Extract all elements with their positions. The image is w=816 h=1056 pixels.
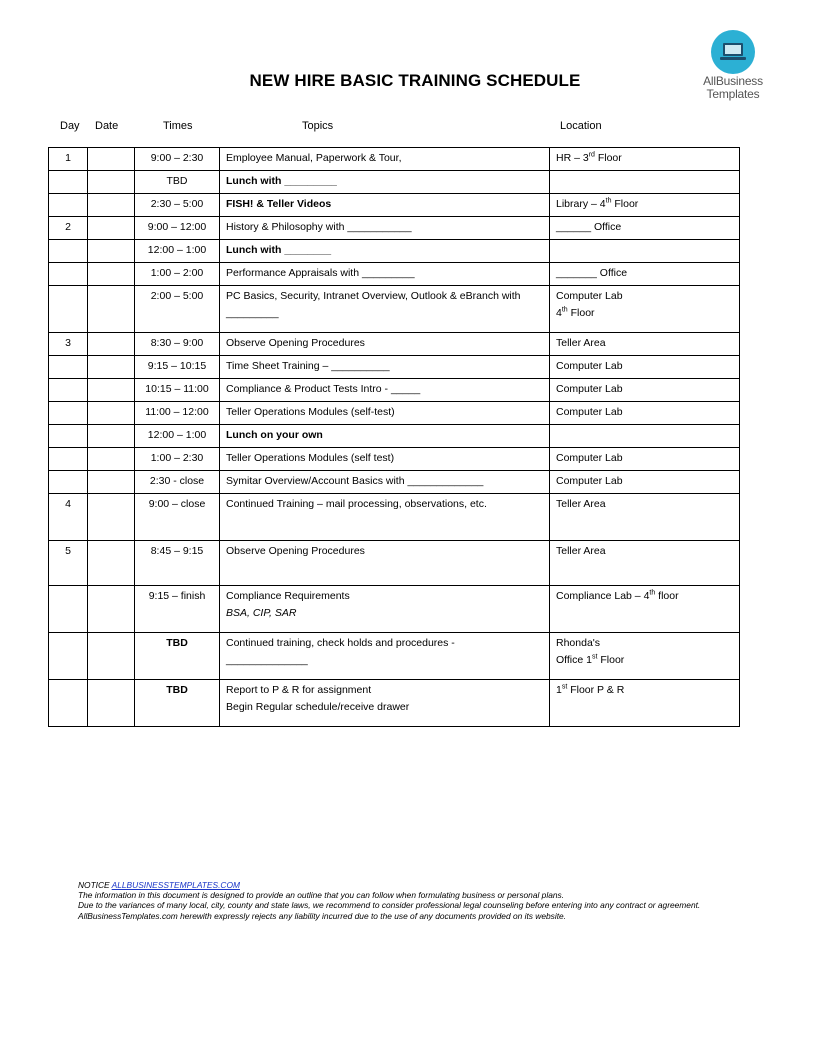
topic-value-line2: _________ (226, 307, 279, 319)
location-value: Computer Lab (556, 383, 623, 395)
day-cell (49, 286, 88, 333)
topic-cell (220, 286, 550, 333)
time-value: 1:00 – 2:30 (150, 452, 204, 464)
time-value: 10:15 – 11:00 (145, 383, 209, 395)
time-value: 1:00 – 2:00 (150, 267, 204, 279)
table-row (49, 448, 740, 471)
location-value: Library – 4th Floor (556, 197, 639, 210)
time-cell (135, 586, 220, 633)
time-cell (135, 217, 220, 240)
table-row (49, 286, 740, 333)
location-cell (550, 680, 740, 727)
date-cell (88, 586, 135, 633)
topic-cell (220, 171, 550, 194)
date-cell (88, 240, 135, 263)
location-cell (550, 541, 740, 586)
time-value: 8:30 – 9:00 (150, 337, 204, 349)
topic-value: Time Sheet Training – __________ (226, 360, 390, 372)
topic-value: Observe Opening Procedures (226, 337, 365, 349)
header-day: Day (60, 120, 80, 132)
topic-cell (220, 194, 550, 217)
time-cell (135, 633, 220, 680)
location-value: HR – 3rd Floor (556, 151, 622, 164)
topic-cell (220, 586, 550, 633)
date-cell (88, 263, 135, 286)
day-cell (49, 171, 88, 194)
time-cell (135, 494, 220, 541)
topic-value: FISH! & Teller Videos (226, 198, 332, 210)
table-row (49, 425, 740, 448)
table-row (49, 471, 740, 494)
header-times: Times (163, 120, 193, 132)
location-value: ______ Office (556, 221, 622, 233)
table-row (49, 402, 740, 425)
location-cell (550, 333, 740, 356)
topic-value-line2: Begin Regular schedule/receive drawer (226, 701, 410, 713)
location-value: Computer Lab (556, 290, 623, 302)
topic-value: Continued training, check holds and procedures - (226, 637, 455, 649)
location-cell (550, 171, 740, 194)
time-value: 9:15 – 10:15 (147, 360, 207, 372)
location-value: Teller Area (556, 337, 606, 349)
location-cell (550, 494, 740, 541)
location-value: Compliance Lab – 4th floor (556, 589, 679, 602)
time-value: 2:00 – 5:00 (150, 290, 204, 302)
location-value: 1st Floor P & R (556, 683, 625, 696)
time-value: TBD (166, 684, 188, 696)
time-cell (135, 402, 220, 425)
location-cell (550, 263, 740, 286)
day-value: 5 (65, 545, 71, 557)
table-row (49, 633, 740, 680)
topic-cell (220, 148, 550, 171)
day-value: 4 (65, 498, 71, 510)
date-cell (88, 379, 135, 402)
time-value: TBD (166, 175, 188, 187)
location-value: Rhonda's (556, 637, 601, 649)
document-title: NEW HIRE BASIC TRAINING SCHEDULE (249, 71, 581, 90)
table-row (49, 194, 740, 217)
date-cell (88, 333, 135, 356)
location-value-line2: Office 1st Floor (556, 653, 625, 666)
date-cell (88, 541, 135, 586)
date-cell (88, 494, 135, 541)
time-cell (135, 171, 220, 194)
topic-value: Teller Operations Modules (self test) (226, 452, 395, 464)
location-value: Computer Lab (556, 360, 623, 372)
time-cell (135, 471, 220, 494)
time-value: 9:00 – close (148, 498, 206, 510)
topic-value: Report to P & R for assignment (226, 684, 372, 696)
date-cell (88, 194, 135, 217)
day-value: 3 (65, 337, 71, 349)
time-cell (135, 194, 220, 217)
location-cell (550, 402, 740, 425)
notice (78, 880, 748, 921)
notice-link[interactable]: ALLBUSINESSTEMPLATES.COM (111, 880, 240, 890)
date-cell (88, 680, 135, 727)
date-cell (88, 217, 135, 240)
time-value: 11:00 – 12:00 (145, 406, 209, 418)
topic-cell (220, 680, 550, 727)
topic-cell (220, 541, 550, 586)
time-value: 9:00 – 12:00 (147, 221, 207, 233)
time-cell (135, 448, 220, 471)
topic-value-line2: BSA, CIP, SAR (226, 607, 297, 619)
header-location: Location (560, 120, 602, 132)
time-value: 9:15 – finish (148, 590, 206, 602)
day-cell (49, 541, 88, 586)
time-cell (135, 379, 220, 402)
day-cell (49, 379, 88, 402)
location-value: _______ Office (556, 267, 628, 279)
notice-line2: Due to the variances of many local, city, county and state laws, we recommend to consider professional legal counseling before entering into any contract or agreement. AllBusinessTemplates.com herewith expressly rejects any liability incurred due to the use of any documents provided on its website. (78, 900, 701, 921)
header-date: Date (95, 120, 119, 132)
time-value: 12:00 – 1:00 (147, 244, 207, 256)
location-cell (550, 471, 740, 494)
topic-value: Lunch with _________ (226, 175, 337, 187)
date-cell (88, 171, 135, 194)
topic-cell (220, 333, 550, 356)
location-cell (550, 356, 740, 379)
day-cell (49, 402, 88, 425)
column-headers (0, 120, 816, 134)
location-cell (550, 194, 740, 217)
date-cell (88, 356, 135, 379)
day-cell (49, 240, 88, 263)
day-cell (49, 448, 88, 471)
day-cell (49, 194, 88, 217)
day-value: 1 (65, 152, 71, 164)
time-cell (135, 333, 220, 356)
topic-cell (220, 263, 550, 286)
topic-value-line2: ______________ (226, 654, 308, 666)
day-cell (49, 586, 88, 633)
location-cell (550, 286, 740, 333)
date-cell (88, 148, 135, 171)
topic-cell (220, 240, 550, 263)
location-value: Teller Area (556, 498, 606, 510)
location-value: Computer Lab (556, 475, 623, 487)
day-cell (49, 148, 88, 171)
table-row (49, 263, 740, 286)
time-value: 2:30 - close (149, 475, 205, 487)
time-value: 8:45 – 9:15 (150, 545, 204, 557)
time-cell (135, 148, 220, 171)
table-row (49, 356, 740, 379)
schedule-table (48, 147, 740, 727)
logo-line2: Templates (706, 87, 760, 101)
time-value: TBD (166, 637, 188, 649)
location-cell (550, 148, 740, 171)
laptop-icon (711, 30, 755, 74)
date-cell (88, 286, 135, 333)
time-value: 12:00 – 1:00 (147, 429, 207, 441)
location-cell (550, 217, 740, 240)
topic-value: Observe Opening Procedures (226, 545, 365, 557)
header-topics: Topics (302, 120, 334, 132)
time-cell (135, 425, 220, 448)
location-value: Computer Lab (556, 406, 623, 418)
date-cell (88, 448, 135, 471)
time-cell (135, 541, 220, 586)
time-cell (135, 356, 220, 379)
time-cell (135, 240, 220, 263)
table-row (49, 586, 740, 633)
topic-value: History & Philosophy with ___________ (226, 221, 412, 233)
table-row (49, 680, 740, 727)
topic-value: Employee Manual, Paperwork & Tour, (226, 152, 402, 164)
topic-value: Lunch on your own (226, 429, 323, 441)
table-row (49, 217, 740, 240)
topic-cell (220, 217, 550, 240)
day-cell (49, 633, 88, 680)
topic-value: Compliance & Product Tests Intro - _____ (226, 383, 421, 395)
date-cell (88, 471, 135, 494)
location-value-line2: 4th Floor (556, 306, 595, 319)
date-cell (88, 402, 135, 425)
time-cell (135, 286, 220, 333)
location-cell (550, 425, 740, 448)
topic-value: Teller Operations Modules (self-test) (226, 406, 395, 418)
topic-cell (220, 471, 550, 494)
location-cell (550, 586, 740, 633)
location-cell (550, 240, 740, 263)
topic-value: Performance Appraisals with _________ (226, 267, 415, 279)
day-cell (49, 333, 88, 356)
location-cell (550, 633, 740, 680)
time-value: 2:30 – 5:00 (150, 198, 204, 210)
table-row (49, 494, 740, 541)
topic-cell (220, 379, 550, 402)
topic-value: Compliance Requirements (226, 590, 350, 602)
table-row (49, 240, 740, 263)
table-row (49, 541, 740, 586)
day-cell (49, 471, 88, 494)
day-cell (49, 217, 88, 240)
topic-cell (220, 494, 550, 541)
time-cell (135, 680, 220, 727)
topic-cell (220, 402, 550, 425)
notice-label: NOTICE (78, 880, 110, 890)
topic-cell (220, 425, 550, 448)
day-cell (49, 356, 88, 379)
topic-value: PC Basics, Security, Intranet Overview, Outlook & eBranch with (226, 290, 521, 302)
location-value: Teller Area (556, 545, 606, 557)
topic-cell (220, 633, 550, 680)
day-cell (49, 494, 88, 541)
notice-line1: The information in this document is designed to provide an outline that you can follow when formulating business or personal plans. (78, 890, 565, 901)
time-value: 9:00 – 2:30 (150, 152, 204, 164)
location-cell (550, 448, 740, 471)
date-cell (88, 425, 135, 448)
location-cell (550, 379, 740, 402)
topic-cell (220, 356, 550, 379)
day-cell (49, 425, 88, 448)
day-cell (49, 263, 88, 286)
table-row (49, 333, 740, 356)
logo-line1: AllBusiness (703, 74, 763, 88)
topic-value: Lunch with ________ (226, 244, 332, 256)
date-cell (88, 633, 135, 680)
table-row (49, 148, 740, 171)
topic-value: Symitar Overview/Account Basics with _____________ (226, 475, 484, 487)
location-value: Computer Lab (556, 452, 623, 464)
topic-cell (220, 448, 550, 471)
day-cell (49, 680, 88, 727)
time-cell (135, 263, 220, 286)
table-row (49, 171, 740, 194)
topic-value: Continued Training – mail processing, observations, etc. (226, 498, 487, 510)
day-value: 2 (65, 221, 71, 233)
table-row (49, 379, 740, 402)
